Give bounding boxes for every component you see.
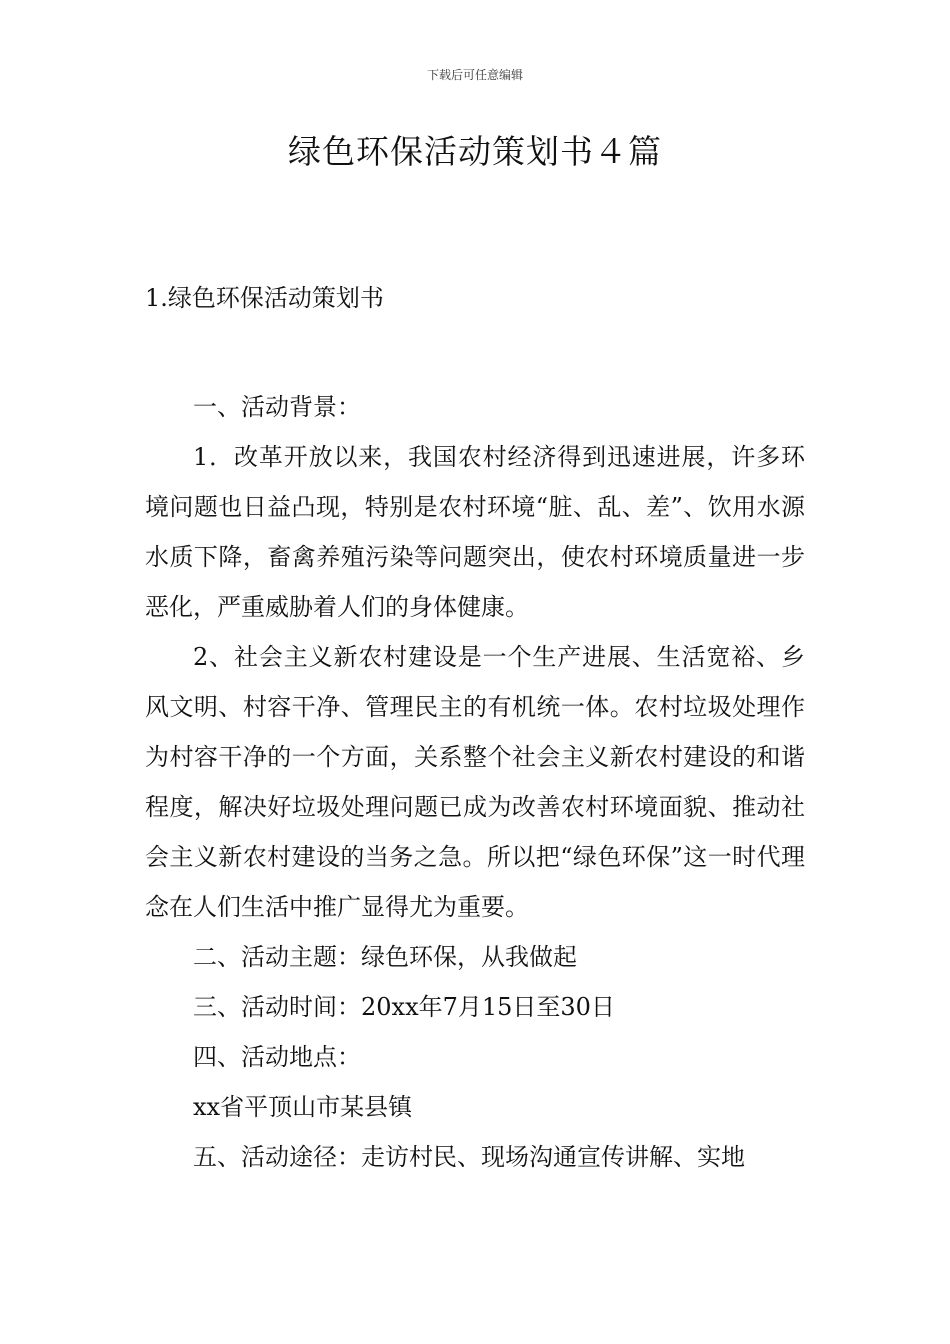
paragraph-activity-approach: 五、活动途径：走访村民、现场沟通宣传讲解、实地 xyxy=(193,1143,745,1171)
paragraph-activity-time: 三、活动时间：20xx年7月15日至30日 xyxy=(193,993,615,1021)
document-body xyxy=(145,382,805,1182)
paragraph-background-point-2: 2、社会主义新农村建设是一个生产进展、生活宽裕、乡风文明、村容干净、管理民主的有机统一体。农村垃圾处理作为村容干净的一个方面，关系整个社会主义新农村建设的和谐程度，解决好垃圾处理问题已成为改善农村环境面貌、推动社会主义新农村建设的当务之急。所以把“绿色环保”这一时代理念在人们生活中推广显得尤为重要。 xyxy=(145,643,805,921)
paragraph-activity-location-label: 四、活动地点： xyxy=(193,1043,361,1071)
header-note: 下载后可任意编辑 xyxy=(426,68,523,82)
paragraph-background-point-1: 1．改革开放以来，我国农村经济得到迅速进展，许多环境问题也日益凸现，特别是农村环境“脏、乱、差”、饮用水源水质下降，畜禽养殖污染等问题突出，使农村环境质量进一步恶化，严重威胁着人们的身体健康。 xyxy=(145,443,805,621)
document-title: 绿色环保活动策划书４篇 xyxy=(288,132,662,171)
paragraph-activity-background: 一、活动背景： xyxy=(193,393,361,421)
paragraph-activity-theme: 二、活动主题：绿色环保，从我做起 xyxy=(193,943,577,971)
section-heading: 1.绿色环保活动策划书 xyxy=(145,284,384,312)
paragraph-activity-location: xx省平顶山市某县镇 xyxy=(193,1093,413,1121)
